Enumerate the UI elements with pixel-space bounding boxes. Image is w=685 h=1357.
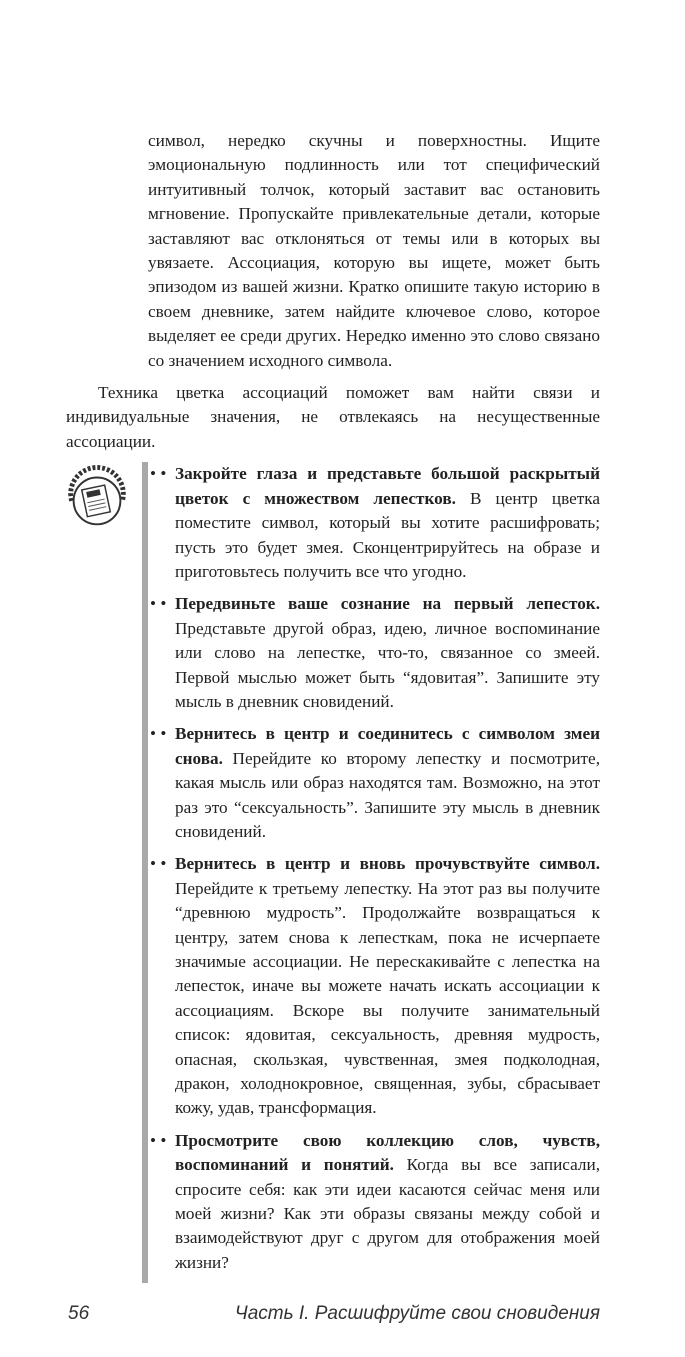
step-text: Перейдите к третьему лепестку. На этот раз вы получите “древнюю мудрость”. Продолжайте возвращаться к центру, затем снова к лепесткам, пока не исчерпаете значимые ассоциации. Не перескакивайте с лепестка на лепесток, иначе вы можете начать искать ассоциации к ассоциациям. Вскоре вы получите занимательный список: ядовитая, сексуальность, древняя мудрость, опасная, скользкая, чувственная, змея подколодная, дракон, холоднокровное, священная, зубы, сбрасывает кожу, удав, трансформация. [175,878,600,1118]
step-text: Перейдите ко второму лепестку и посмотрите, какая мысль или образ находятся там. Возможно, на этот раз это “сексуальность”. Запишите эту мысль в дневник сновидений. [175,748,600,841]
page-number: 56 [68,1303,90,1325]
step-heading: Вернитесь в центр и вновь прочувствуйте символ. [175,854,600,874]
dream-diary-icon [58,458,136,536]
bullet: • • [150,464,167,484]
list-item [150,722,600,844]
list-item [150,462,600,584]
step-heading: Просмотрите свою коллекцию слов, чувств, воспоминаний и понятий. [175,1130,600,1175]
bullet: • • [150,594,167,614]
bullet: • • [150,724,167,744]
exercise-box [58,462,600,1283]
step-heading: Закройте глаза и представьте большой раскрытый цветок с множеством лепестков. [175,464,600,508]
steps-list [148,462,600,1283]
running-title: Часть I. Расшифруйте свои сновидения [234,1303,600,1325]
step-text: В центр цветка поместите символ, который вы хотите расшифровать; пусть это будет змея. Сконцентрируйтесь на образе и приготовьтесь получить все что угодно. [175,488,600,581]
intro-paragraph: символ, нередко скучны и поверхностны. Ищите эмоциональную подлинность или тот специфический интуитивный толчок, который заставит вас остановить мгновение. Пропускайте привлекательные детали, которые заставляют вас отклоняться от темы или в которых вы увязаете. Ассоциация, которую вы ищете, может быть эпизодом из вашей жизни. Кратко опишите такую историю в своем дневнике, затем найдите ключевое слово, которое выделяет ее среди других. Нередко именно это слово связано со значением исходного символа. [148,131,600,370]
bullet: • • [150,854,167,874]
page-footer [68,1301,600,1327]
list-item [150,852,600,1120]
technique-paragraph: Техника цветка ассоциаций поможет вам найти связи и индивидуальные значения, не отвлекаясь на несущественные ассоциации. [66,383,600,451]
step-heading: Передвиньте ваше сознание на первый лепесток. [175,594,600,614]
list-item [150,592,600,714]
step-text: Представьте другой образ, идею, личное воспоминание или слово на лепестке, что-то, связанное со змеей. Первой мыслью может быть “ядовитая”. Запишите эту мысль в дневник сновидений. [175,618,600,711]
list-item [150,1129,600,1275]
step-heading: Вернитесь в центр и соединитесь с символом змеи снова. [175,724,600,768]
bullet: • • [150,1130,167,1150]
step-text: Когда вы все записали, спросите себя: как эти идеи касаются сейчас меня или моей жизни? Как эти образы связаны между собой и взаимодействуют друг с другом для отображения моей жизни? [175,1155,600,1272]
